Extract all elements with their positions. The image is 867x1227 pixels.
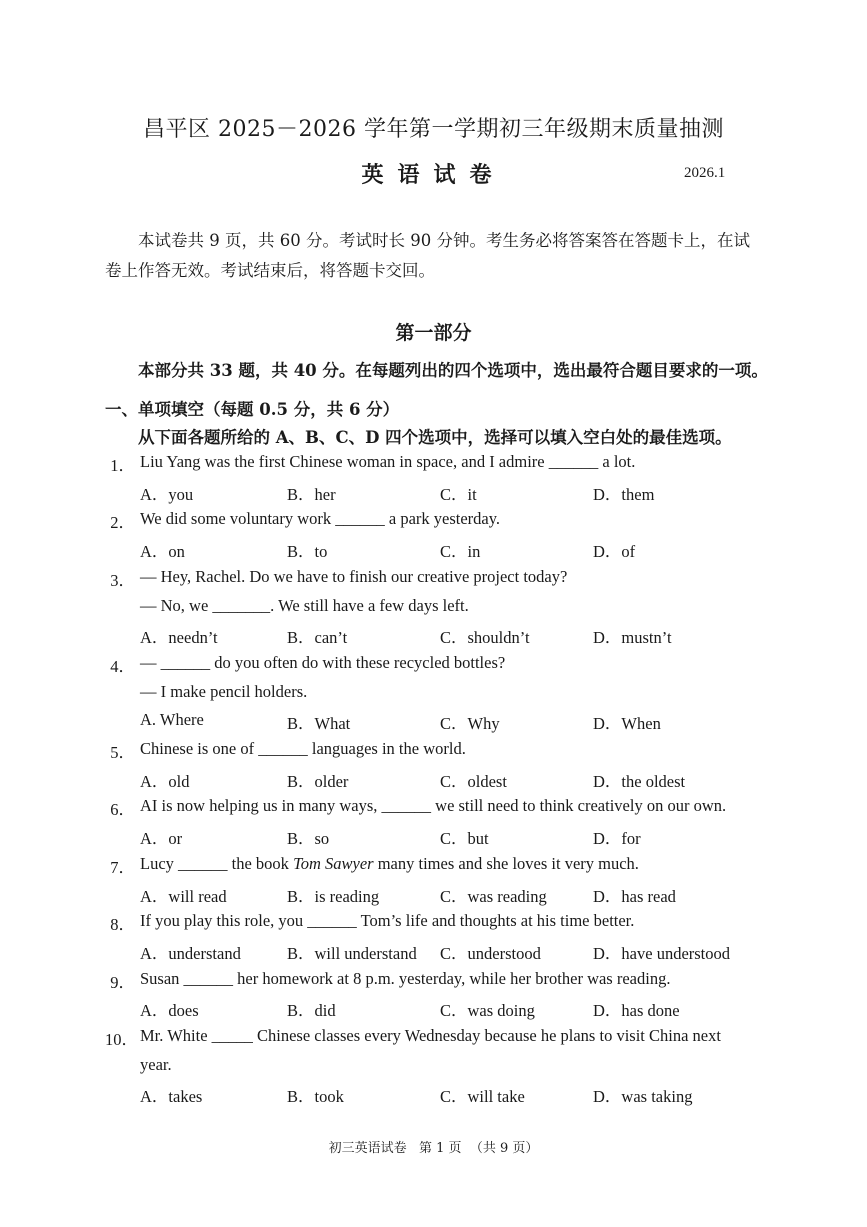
question-text: — ______ do you often do with these recycled bottles?: [140, 652, 506, 672]
answer-option: D．When: [593, 714, 661, 734]
exam-subtitle: 英语试卷: [361, 162, 506, 188]
answer-option: A．understand: [140, 943, 241, 963]
answer-option: B．older: [287, 771, 349, 791]
question-text: year.: [140, 1054, 172, 1074]
answer-option: A．does: [140, 1001, 199, 1021]
answer-option: A．you: [140, 484, 194, 504]
answer-option: D．mustn’t: [593, 628, 672, 648]
question-text: Chinese is one of ______ languages in the world.: [140, 739, 466, 758]
answer-option: A．old: [140, 771, 190, 791]
question-number: 9．: [110, 972, 135, 992]
answer-option: C．understood: [440, 943, 541, 963]
answer-options: [105, 940, 775, 969]
answer-options: [105, 825, 775, 854]
exam-date: 2026.1: [684, 165, 726, 181]
answer-options: [105, 1083, 775, 1112]
exam-title: 昌平区 2025－2026 学年第一学期初三年级期末质量抽测: [143, 117, 724, 142]
exam-intro: 本试卷共 9 页，共 60 分。考试时长 90 分钟。考生务必将答案答在答题卡上，在试卷上作答无效。考试结束后，将答题卡交回。: [105, 231, 750, 280]
book-title: Tom Sawyer: [293, 853, 374, 873]
part-title: 第一部分: [395, 322, 472, 344]
answer-option: A．will read: [140, 886, 227, 906]
page-footer: 初三英语试卷 第 1 页 （共 9 页）: [328, 1141, 539, 1156]
answer-option: D．for: [593, 829, 641, 849]
answer-option: D．the oldest: [593, 771, 686, 791]
answer-options: [105, 997, 775, 1026]
question-stem: [105, 509, 775, 538]
question-stem: [105, 452, 775, 481]
answer-options: [105, 624, 775, 653]
answer-option: C．oldest: [440, 771, 507, 791]
section-heading: 一、单项填空（每题 0.5 分，共 6 分）: [105, 400, 400, 419]
answer-option: D．of: [593, 542, 636, 562]
answer-options: [105, 768, 775, 797]
question-number: 4．: [110, 656, 135, 676]
question-stem: [105, 653, 775, 682]
answer-option: B．is reading: [287, 886, 380, 906]
question-stem: [105, 911, 775, 940]
question-number: 2．: [110, 513, 135, 533]
answer-option: B．so: [287, 829, 330, 849]
answer-option: C．in: [440, 542, 481, 562]
answer-option: C．was reading: [440, 886, 547, 906]
answer-option: D．was taking: [593, 1087, 693, 1107]
question-number: 8．: [110, 915, 135, 935]
question-text: AI is now helping us in many ways, ______ we still need to think creatively on our own.: [140, 796, 727, 816]
question-text: — I make pencil holders.: [140, 681, 308, 701]
answer-options: [105, 883, 775, 912]
answer-options: [105, 481, 775, 510]
question-stem-continued: [105, 596, 775, 625]
answer-option: D．them: [593, 484, 655, 504]
question-stem-continued: [105, 682, 775, 711]
answer-option: C．will take: [440, 1087, 525, 1107]
answer-option: A．or: [140, 829, 183, 849]
answer-option: B．to: [287, 542, 328, 562]
question-text: We did some voluntary work ______ a park yesterday.: [140, 509, 501, 529]
question-text: Mr. White _____ Chinese classes every Wednesday because he plans to visit China next: [140, 1026, 721, 1045]
question-text: Susan ______ her homework at 8 p.m. yesterday, while her brother was reading.: [140, 968, 671, 988]
answer-option: B．did: [287, 1001, 336, 1021]
question-number: 7．: [110, 857, 135, 877]
answer-option: C．shouldn’t: [440, 628, 530, 648]
question-number: 6．: [110, 800, 135, 820]
answer-option: B．can’t: [287, 628, 348, 648]
part-description: 本部分共 33 题，共 40 分。在每题列出的四个选项中，选出最符合题目要求的一项。: [138, 361, 768, 380]
question-stem: [105, 969, 775, 998]
question-text: If you play this role, you ______ Tom’s life and thoughts at his time better.: [140, 911, 635, 931]
answer-option: C．Why: [440, 714, 500, 734]
question-text: Lucy ______ the book Tom Sawyer many times and she loves it very much.: [140, 853, 639, 873]
answer-option: A．needn’t: [140, 628, 218, 648]
question-text: Liu Yang was the first Chinese woman in space, and I admire ______ a lot.: [140, 452, 636, 471]
answer-option: D．has done: [593, 1001, 680, 1021]
question-stem: [105, 739, 775, 768]
answer-option: C．was doing: [440, 1001, 535, 1021]
question-text: — Hey, Rachel. Do we have to finish our creative project today?: [140, 566, 568, 586]
answer-option: D．have understood: [593, 943, 731, 963]
question-number: 10．: [105, 1030, 138, 1049]
answer-options: [105, 538, 775, 567]
question-number: 5．: [110, 743, 135, 762]
answer-option: A. Where: [140, 710, 204, 730]
question-stem: [105, 854, 775, 883]
answer-option: B．her: [287, 484, 336, 504]
answer-options: [105, 710, 775, 739]
question-stem: [105, 796, 775, 825]
section-instructions: 从下面各题所给的 A、B、C、D 四个选项中，选择可以填入空白处的最佳选项。: [138, 428, 732, 447]
question-stem-continued: [105, 1055, 775, 1084]
question-stem: [105, 567, 775, 596]
answer-option: B．will understand: [287, 943, 417, 963]
question-number: 3．: [110, 570, 135, 590]
question-text: — No, we _______. We still have a few days left.: [140, 595, 469, 615]
answer-option: D．has read: [593, 886, 676, 906]
answer-option: B．took: [287, 1087, 344, 1107]
answer-option: C．but: [440, 829, 489, 849]
answer-option: A．takes: [140, 1087, 203, 1107]
question-number: 1．: [110, 456, 135, 475]
answer-option: B．What: [287, 714, 351, 734]
answer-option: A．on: [140, 542, 185, 562]
question-stem: [105, 1026, 775, 1055]
answer-option: C．it: [440, 484, 477, 504]
